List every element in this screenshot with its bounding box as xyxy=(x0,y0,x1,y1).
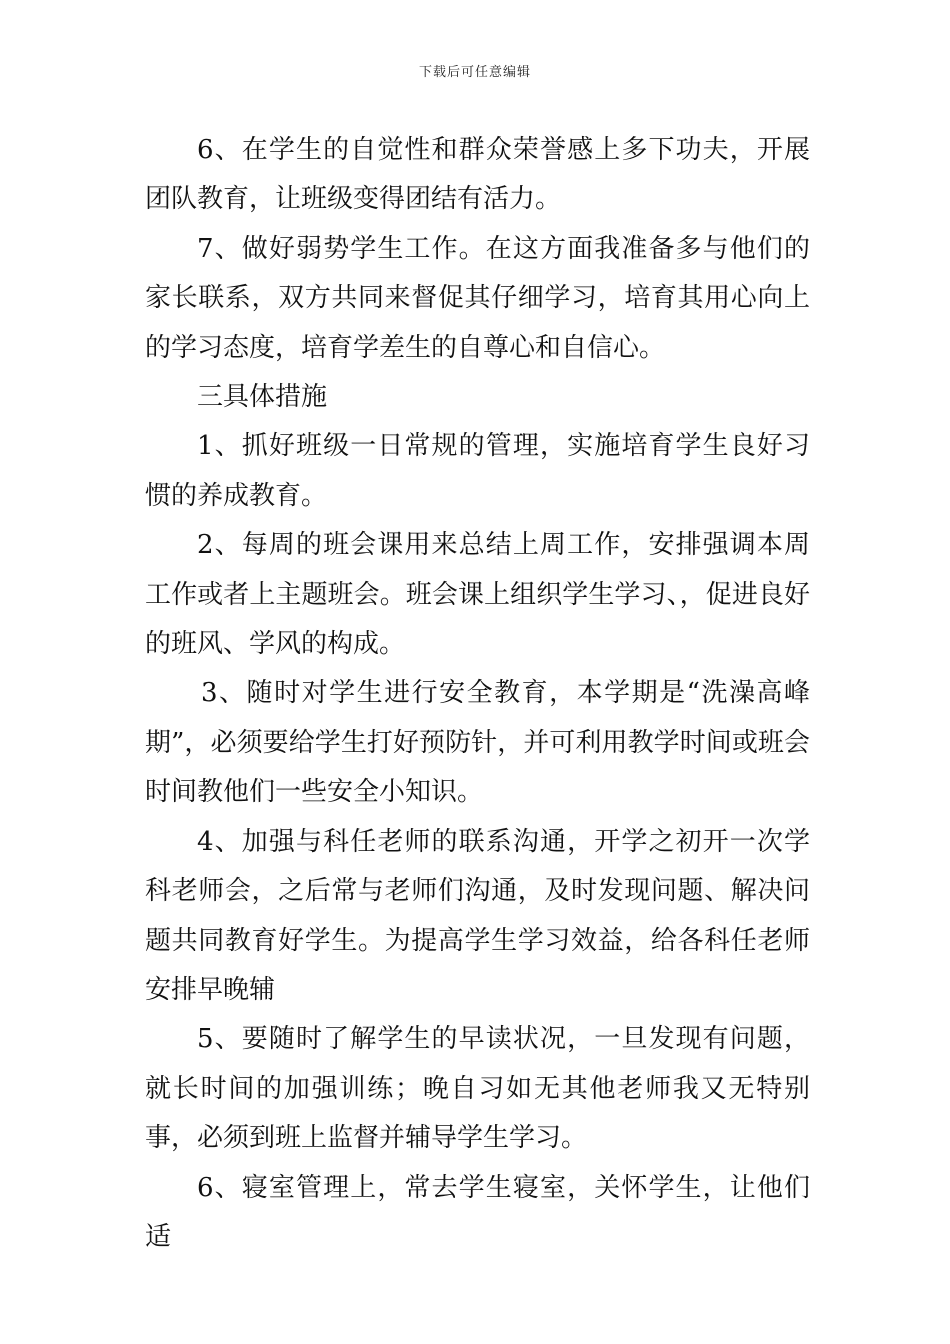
paragraph-measure-5-morning-reading: 5、要随时了解学生的早读状况，一旦发现有问题，就长时间的加强训练；晚自习如无其他老师我又无特别事，必须到班上监督并辅导学生学习。 xyxy=(145,1024,810,1154)
page-header: 下载后可任意编辑 xyxy=(418,65,531,80)
paragraph-item-6-team-education: 6、在学生的自觉性和群众荣誉感上多下功夫，开展团队教育，让班级变得团结有活力。 xyxy=(145,135,810,215)
section-heading-measures: 三具体措施 xyxy=(197,382,328,413)
paragraph-measure-1-routine: 1、抓好班级一日常规的管理，实施培育学生良好习惯的养成教育。 xyxy=(145,431,810,511)
paragraph-measure-2-class-meeting: 2、每周的班会课用来总结上周工作，安排强调本周工作或者上主题班会。班会课上组织学生学习、，促进良好的班风、学风的构成。 xyxy=(145,530,810,660)
paragraph-item-7-weak-students: 7、做好弱势学生工作。在这方面我准备多与他们的家长联系，双方共同来督促其仔细学习，培育其用心向上的学习态度，培育学差生的自尊心和自信心。 xyxy=(145,233,810,363)
paragraph-measure-4-teachers: 4、加强与科任老师的联系沟通，开学之初开一次学科老师会，之后常与老师们沟通，及时发现问题、解决问题共同教育好学生。为提高学生学习效益，给各科任老师安排早晚辅 xyxy=(145,826,810,1005)
paragraph-measure-3-safety: 3、随时对学生进行安全教育，本学期是“洗澡高峰期”，必须要给学生打好预防针，并可利用教学时间或班会时间教他们一些安全小知识。 xyxy=(145,678,810,808)
document-body xyxy=(145,126,810,1262)
paragraph-measure-6-dormitory: 6、寝室管理上，常去学生寝室，关怀学生，让他们适 xyxy=(145,1172,810,1252)
